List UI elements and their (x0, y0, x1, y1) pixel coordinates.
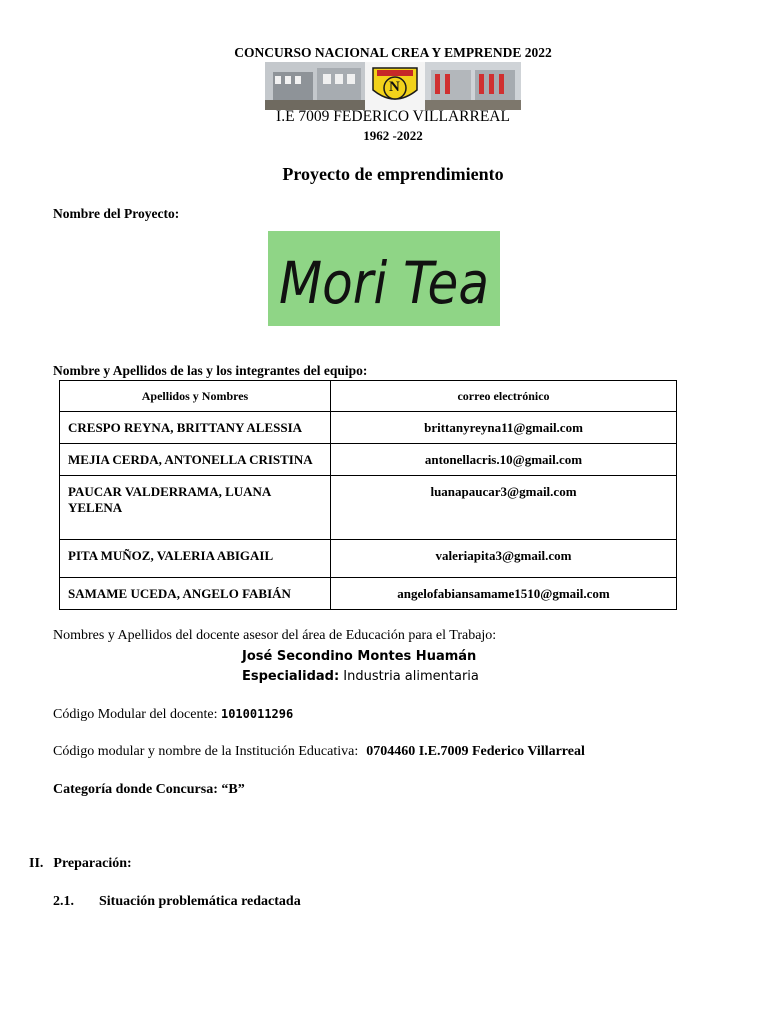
table-row (60, 412, 677, 444)
school-banner-image (265, 62, 521, 110)
institution-code (53, 744, 585, 760)
institution-code-label: Código modular y nombre de la Institución Educativa: (53, 744, 359, 759)
specialty-value: Industria alimentaria (339, 669, 479, 684)
teacher-code-label: Código Modular del docente: (53, 707, 221, 722)
category: Categoría donde Concursa: “B” (53, 782, 245, 797)
page-title: Proyecto de emprendimiento (282, 164, 504, 184)
project-name-label: Nombre del Proyecto: (53, 206, 180, 221)
member-name: PAUCAR VALDERRAMA, LUANA YELENA (60, 476, 331, 540)
column-header-name: Apellidos y Nombres (60, 381, 331, 412)
table-row (60, 540, 677, 578)
institution-code-value: 0704460 I.E.7009 Federico Villarreal (366, 744, 585, 759)
table-row (60, 476, 677, 540)
section-2-1-heading (53, 894, 301, 910)
member-email: luanapaucar3@gmail.com (331, 476, 677, 540)
section-2-heading (29, 856, 132, 872)
section-2-1-number: 2.1. (53, 894, 74, 909)
project-logo-svg (268, 231, 500, 326)
team-label: Nombre y Apellidos de las y los integrantes del equipo: (53, 363, 368, 378)
project-logo (268, 231, 500, 326)
column-header-email: correo electrónico (331, 381, 677, 412)
teacher-label: Nombres y Apellidos del docente asesor del área de Educación para el Trabajo: (53, 628, 497, 643)
contest-title: CONCURSO NACIONAL CREA Y EMPRENDE 2022 (234, 45, 552, 60)
member-name: SAMAME UCEDA, ANGELO FABIÁN (60, 578, 331, 610)
member-name: CRESPO REYNA, BRITTANY ALESSIA (60, 412, 331, 444)
member-email: angelofabiansamame1510@gmail.com (331, 578, 677, 610)
member-email: antonellacris.10@gmail.com (331, 444, 677, 476)
member-email: brittanyreyna11@gmail.com (331, 412, 677, 444)
school-name: I.E 7009 FEDERICO VILLARREAL (276, 108, 510, 125)
section-2-1-title: Situación problemática redactada (99, 894, 301, 909)
table-row (60, 578, 677, 610)
team-table (59, 380, 677, 610)
school-years: 1962 -2022 (363, 128, 423, 143)
member-name: MEJIA CERDA, ANTONELLA CRISTINA (60, 444, 331, 476)
project-logo-text: Mori Tea (279, 249, 489, 317)
section-2-number: II. (29, 856, 44, 871)
teacher-code (53, 707, 293, 723)
section-2-title: Preparación: (53, 856, 132, 871)
teacher-specialty (242, 669, 479, 684)
member-email: valeriapita3@gmail.com (331, 540, 677, 578)
teacher-name: José Secondino Montes Huamán (242, 649, 477, 664)
teacher-code-value: 1010011296 (220, 707, 294, 721)
table-row (60, 444, 677, 476)
crest-letter: N (389, 79, 400, 95)
specialty-label: Especialidad: (242, 669, 340, 684)
member-name: PITA MUÑOZ, VALERIA ABIGAIL (60, 540, 331, 578)
table-header-row (60, 381, 677, 412)
